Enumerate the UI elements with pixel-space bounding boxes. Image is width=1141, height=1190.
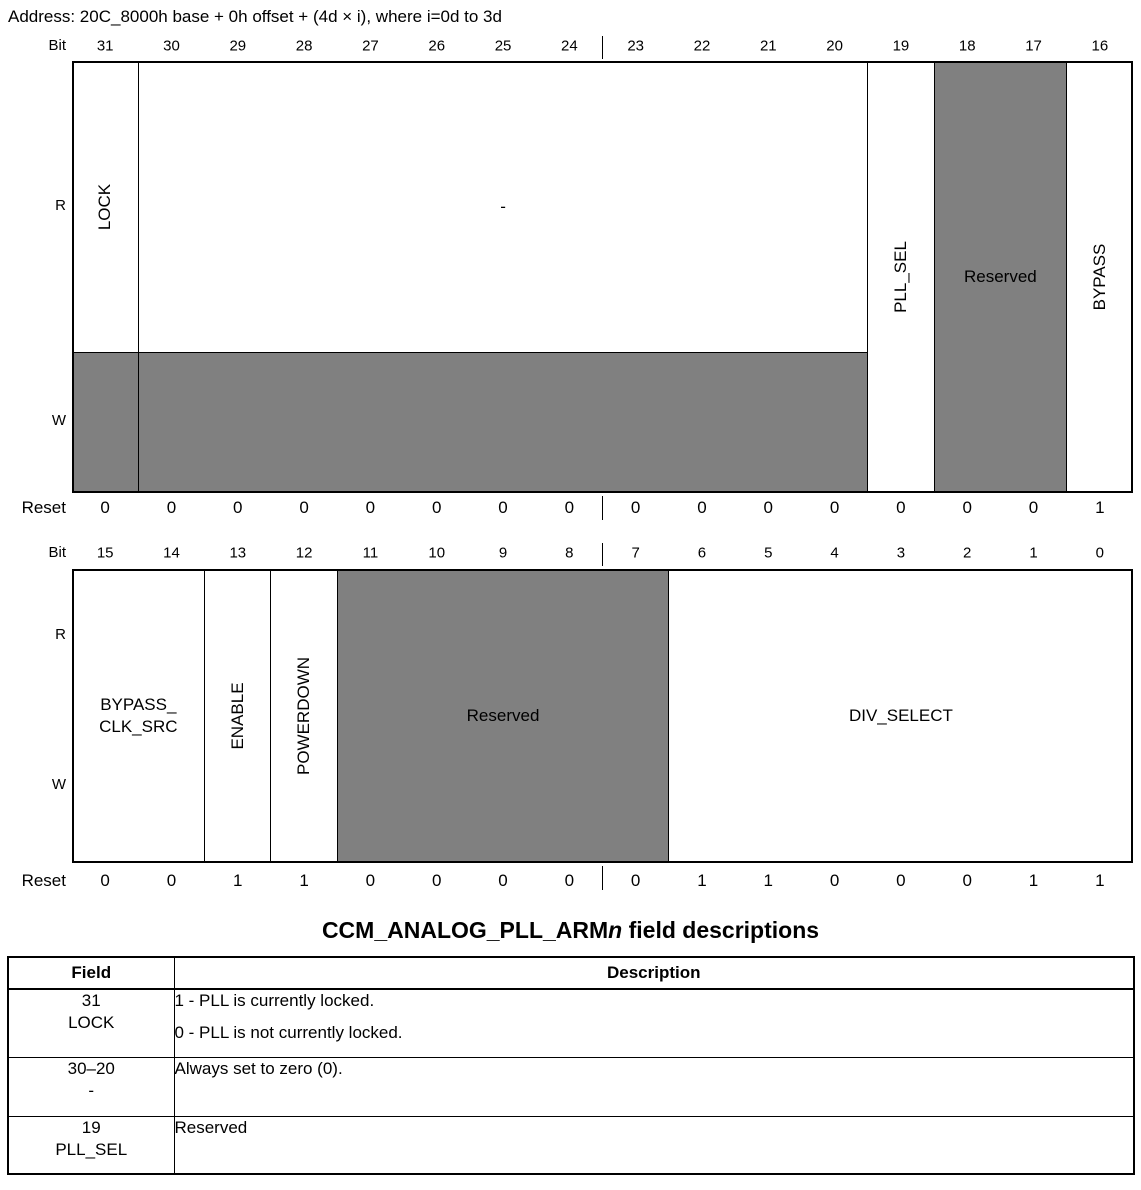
reset-value: 0 [962, 498, 972, 517]
bit-number: 25 [494, 37, 512, 55]
bit-number: 6 [697, 544, 707, 562]
description-cell [174, 1057, 1134, 1116]
field-bits: 30–20 [67, 1058, 115, 1078]
bit-number: 23 [627, 37, 644, 55]
reset-value: 0 [896, 498, 906, 517]
bit-number: 15 [96, 544, 114, 562]
field-label-line: CLK_SRC [99, 717, 178, 736]
bit-number: 28 [295, 37, 313, 55]
reset-value: 0 [630, 871, 641, 890]
bit-number: 19 [892, 37, 910, 55]
bit-number: 14 [163, 544, 180, 562]
bit-number: 2 [963, 544, 972, 562]
bit-number: 18 [958, 37, 976, 55]
title-instance-index: n [608, 917, 623, 943]
reset-value: 0 [498, 871, 508, 890]
reset-value: 1 [697, 871, 707, 890]
bit-number: 5 [764, 544, 773, 562]
reset-value: 0 [564, 498, 575, 517]
field-cell [8, 1116, 174, 1174]
field-label: Reserved [963, 267, 1037, 286]
field-cell [8, 1057, 174, 1116]
field-label: - [500, 196, 506, 216]
bit-number: 26 [428, 37, 446, 55]
field-bits: 31 [81, 991, 101, 1010]
bit-row-label: Bit [48, 544, 66, 561]
half-word-divider-tick [602, 866, 603, 890]
reset-value: 1 [299, 871, 309, 890]
bit-row-label: Bit [48, 37, 66, 54]
reset-row-label: Reset [21, 498, 66, 517]
field-label: LOCK [95, 183, 115, 230]
reset-value: 0 [100, 871, 110, 890]
address-line: Address: 20C_8000h base + 0h offset + (4d × i), where i=0d to 3d [8, 7, 502, 26]
field-separator [668, 569, 669, 863]
bit-number: 12 [295, 544, 313, 562]
reset-value: 0 [829, 871, 840, 890]
description-line: 0 - PLL is not currently locked. [174, 1023, 403, 1042]
field-label: DIV_SELECT [848, 706, 953, 725]
reset-value: 0 [431, 871, 442, 890]
field-separator [337, 569, 338, 863]
bit-number: 27 [362, 37, 379, 55]
bit-number: 21 [759, 37, 777, 55]
reset-value: 0 [498, 498, 508, 517]
reset-value: 0 [233, 498, 243, 517]
read-row-label: R [55, 626, 66, 643]
field-separator [204, 569, 205, 863]
bit-number: 17 [1025, 37, 1042, 55]
reset-value: 1 [1028, 871, 1039, 890]
field-descriptions-title [0, 917, 1141, 944]
read-row-label: R [55, 197, 66, 214]
bit-number: 4 [830, 544, 839, 562]
half-word-divider-tick [602, 496, 603, 520]
field-descriptions-table [7, 956, 1135, 1175]
field-name: - [88, 1080, 95, 1100]
reset-value: 0 [100, 498, 110, 517]
field-cell [8, 989, 174, 1057]
description-cell [174, 1116, 1134, 1174]
field-label [99, 694, 177, 738]
field-label: BYPASS [1089, 243, 1109, 311]
table-header-row [8, 957, 1134, 989]
bit-number: 29 [229, 37, 247, 55]
reset-value: 1 [233, 871, 243, 890]
table-header-description: Description [174, 957, 1134, 989]
bit-number: 20 [826, 37, 843, 55]
field-separator [934, 61, 935, 493]
reset-value: 0 [962, 871, 972, 890]
field-label: ENABLE [227, 682, 247, 750]
bit-number: 30 [163, 37, 180, 55]
field-separator [270, 569, 271, 863]
field-label: POWERDOWN [294, 656, 314, 776]
read-write-divider [72, 352, 868, 353]
title-suffix: field descriptions [622, 917, 820, 943]
write-row-label: W [51, 776, 66, 793]
bit-number: 11 [362, 544, 379, 562]
table-row [8, 1057, 1134, 1116]
reset-value: 0 [365, 871, 376, 890]
bit-number: 8 [565, 544, 574, 562]
bit-number: 7 [631, 544, 640, 562]
reset-value: 0 [1028, 498, 1039, 517]
field-bits: 19 [81, 1117, 101, 1137]
bit-number: 16 [1091, 37, 1109, 55]
table-row [8, 1116, 1134, 1174]
field-label: Reserved [466, 706, 540, 725]
half-word-divider-tick [602, 36, 603, 59]
reset-value: 0 [896, 871, 906, 890]
field-label: PLL_SEL [890, 241, 910, 313]
bit-number: 24 [561, 37, 578, 55]
reset-value: 1 [763, 871, 774, 890]
bit-number: 31 [96, 37, 114, 55]
bit-number: 22 [693, 37, 711, 55]
title-register-name: CCM_ANALOG_PLL_ARM [321, 917, 609, 943]
reset-value: 0 [564, 871, 575, 890]
reset-value: 0 [166, 871, 177, 890]
field-name: PLL_SEL [55, 1139, 128, 1159]
table-row [8, 989, 1134, 1057]
reset-row-label: Reset [21, 871, 66, 890]
reset-value: 0 [829, 498, 840, 517]
bit-number: 3 [896, 544, 906, 562]
bit-number: 10 [428, 544, 446, 562]
bit-number: 13 [229, 544, 247, 562]
field-separator [867, 61, 868, 493]
reset-value: 0 [299, 498, 309, 517]
table-header-field: Field [8, 957, 174, 989]
reset-value: 0 [630, 498, 641, 517]
description-line: Always set to zero (0). [174, 1058, 343, 1078]
half-word-divider-tick [602, 543, 603, 566]
description-cell [174, 989, 1134, 1057]
reset-value: 1 [1095, 871, 1105, 890]
field-separator [138, 61, 139, 493]
description-line: 1 - PLL is currently locked. [174, 991, 375, 1010]
write-row-label: W [51, 412, 66, 429]
reset-value: 0 [365, 498, 376, 517]
bit-number: 0 [1095, 544, 1105, 562]
field-label-line: BYPASS_ [100, 695, 177, 714]
field-separator [1066, 61, 1067, 493]
reset-value: 0 [431, 498, 442, 517]
description-line: Reserved [174, 1117, 248, 1137]
reset-value: 0 [763, 498, 774, 517]
reset-value: 1 [1095, 498, 1105, 517]
bit-number: 9 [498, 544, 508, 562]
reset-value: 0 [697, 498, 707, 517]
bit-number: 1 [1029, 544, 1038, 562]
field-name: LOCK [68, 1013, 115, 1032]
reset-value: 0 [166, 498, 177, 517]
